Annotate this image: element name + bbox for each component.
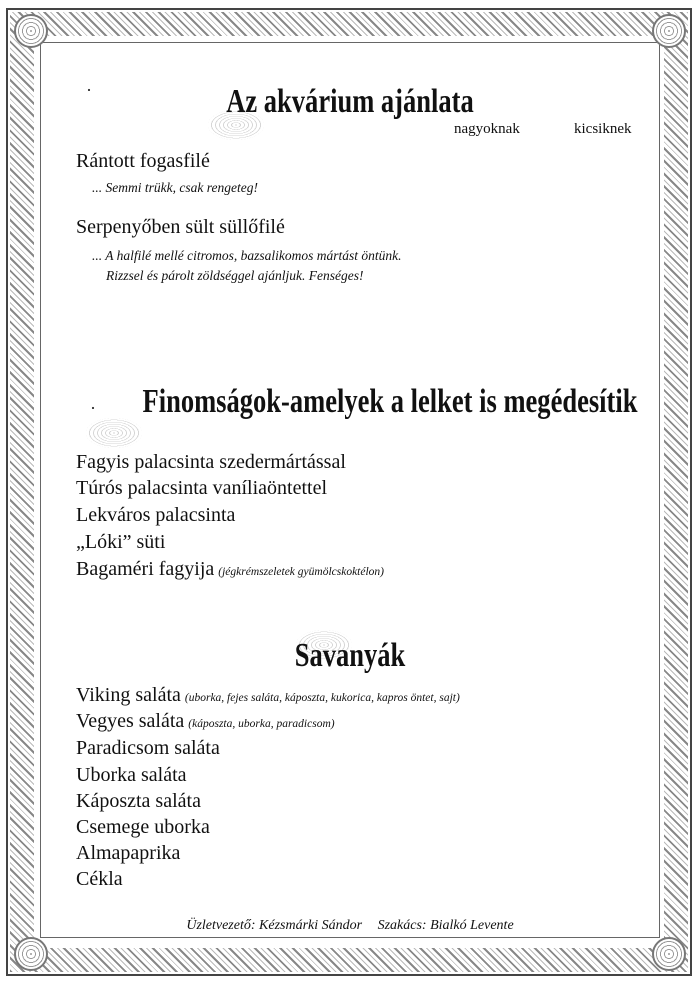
footer-manager: Üzletvezető: Kézsmárki Sándor [186,918,363,933]
section-title-aquarium: Az akvárium ajánlata [226,83,474,120]
menu-item: „Lóki” süti [76,531,166,553]
menu-item: Bagaméri fagyija (jégkrémszeletek gyümölcskoktélon) [76,558,384,580]
menu-item: Rántott fogasfilé [76,150,210,172]
menu-item-description: ... A halfilé mellé citromos, bazsalikomos mártást öntünk. [92,248,402,263]
menu-item: Lekváros palacsinta [76,504,236,526]
size-label-small: kicsiknek [574,121,632,137]
menu-item-note: (jégkrémszeletek gyümölcskoktélon) [218,566,384,578]
menu-item: Serpenyőben sült süllőfilé [76,216,285,238]
menu-item-note: (uborka, fejes saláta, káposzta, kukorica, kapros öntet, sajt) [184,692,460,704]
menu-item: Vegyes saláta (káposzta, uborka, paradicsom) [76,710,335,732]
menu-item: Uborka saláta [76,764,187,786]
menu-item-note: (káposzta, uborka, paradicsom) [188,718,335,730]
menu-item: Fagyis palacsinta szedermártással [76,451,346,473]
menu-item: Cékla [76,868,123,890]
footer-chef: Szakács: Bialkó Levente [377,918,514,933]
bullet-dot: · [86,80,92,100]
corner-ornament-top-right [652,14,686,48]
menu-item-description: ... Semmi trükk, csak rengeteg! [92,180,258,195]
faded-ornament-2 [86,418,142,448]
menu-item: Túrós palacsinta vaníliaöntettel [76,477,328,499]
menu-item: Viking saláta (uborka, fejes saláta, káposzta, kukorica, kapros öntet, sajt) [76,684,460,706]
menu-item: Csemege uborka [76,816,210,838]
corner-ornament-bottom-left [14,937,48,971]
menu-item-description: Rizzsel és párolt zöldséggel ajánljuk. Fenséges! [106,268,364,283]
menu-item: Paradicsom saláta [76,737,220,759]
size-label-large: nagyoknak [454,121,520,137]
menu-item: Káposzta saláta [76,790,201,812]
menu-item: Almapaprika [76,842,181,864]
bullet-dot: · [90,398,96,418]
section-title-pickles: Savanyák [294,637,406,674]
corner-ornament-top-left [14,14,48,48]
corner-ornament-bottom-right [652,937,686,971]
section-title-desserts: Finomságok-amelyek a lelket is megédesítik [142,383,638,420]
footer-credits [0,918,700,934]
